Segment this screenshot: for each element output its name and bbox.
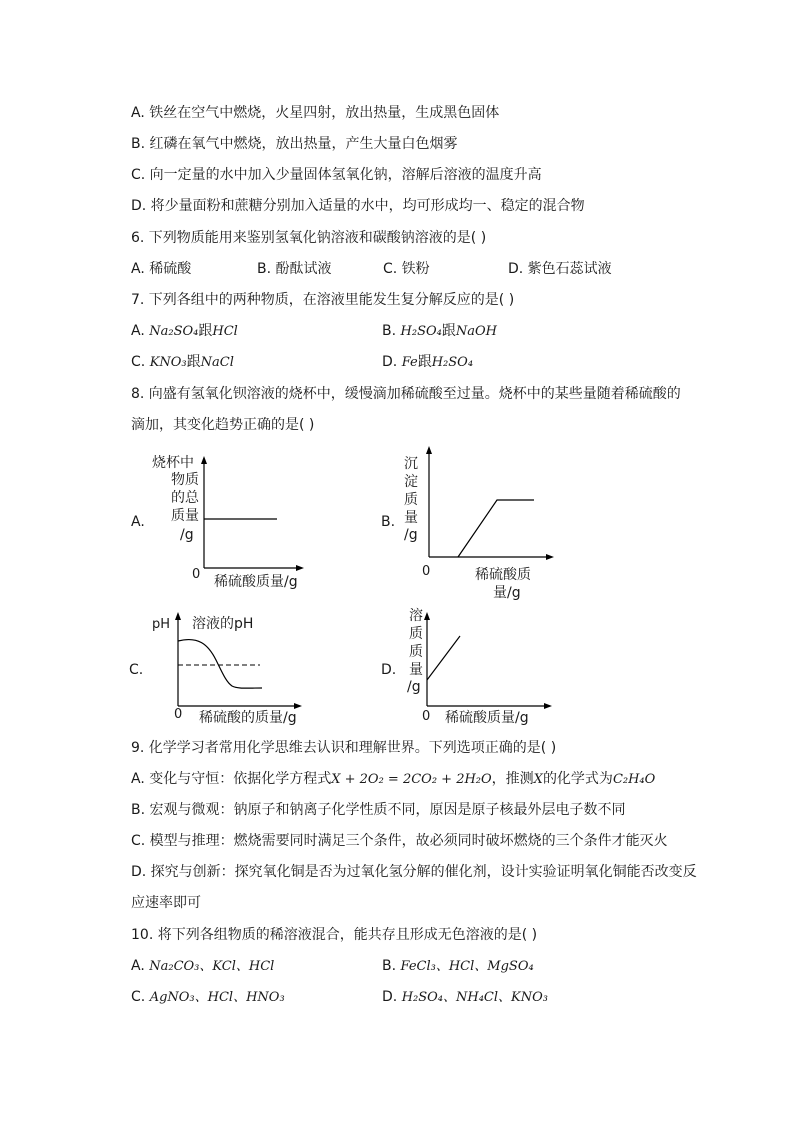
graph-d-ylabel-5: /g [407, 679, 421, 695]
graph-a [128, 450, 308, 595]
q7-option-b: B. H₂SO₄跟NaOH [382, 323, 497, 339]
q7-option-d: D. Fe跟H₂SO₄ [382, 354, 474, 370]
graph-d-curve [427, 636, 460, 680]
q7-stem: 7. 下列各组中的两种物质，在溶液里能发生复分解反应的是( ) [131, 292, 515, 308]
q5-option-b: B. 红磷在氧气中燃烧，放出热量，产生大量白色烟雾 [131, 136, 458, 152]
graph-b-xlabel-1: 稀硫酸质 [475, 567, 531, 583]
graph-c-ylabel: pH [152, 617, 171, 632]
q6-option-b: B. 酚酞试液 [257, 261, 332, 277]
graph-a-option: A. [131, 514, 145, 530]
graph-d-y-arrow [424, 612, 430, 620]
graph-b-ylabel-4: 量 [404, 510, 418, 526]
q7-option-a: A. Na₂SO₄跟HCl [131, 323, 238, 339]
graph-b-option: B. [381, 514, 396, 530]
q10-option-a: A. Na₂CO₃、KCl、HCl [131, 958, 275, 974]
q9-option-b: B. 宏观与微观：钠原子和钠离子化学性质不同，原因是原子核最外层电子数不同 [131, 802, 626, 818]
graph-d-origin: 0 [422, 709, 431, 724]
graph-c-curve [178, 640, 262, 689]
q9-option-c: C. 模型与推理：燃烧需要同时满足三个条件，故必须同时破坏燃烧的三个条件才能灭火 [131, 833, 668, 849]
q6-option-a: A. 稀硫酸 [131, 261, 192, 277]
graph-a-x-arrow [296, 565, 304, 571]
q6-option-c: C. 铁粉 [383, 261, 430, 277]
q8-stem-line1: 8. 向盛有氢氧化钡溶液的烧杯中，缓慢滴加稀硫酸至过量。烧杯中的某些量随着稀硫酸的 [131, 386, 681, 402]
graph-a-origin: 0 [192, 567, 201, 582]
graph-c-x-arrow [294, 703, 302, 709]
graph-c-xlabel: 稀硫酸的质量/g [199, 710, 297, 726]
graph-a-ylabel-1: 烧杯中 [152, 455, 194, 471]
graph-c [128, 608, 308, 730]
q6-stem: 6. 下列物质能用来鉴别氢氧化钠溶液和碳酸钠溶液的是( ) [131, 230, 487, 246]
graph-d-ylabel-4: 量 [409, 662, 423, 678]
q6-option-d: D. 紫色石蕊试液 [508, 261, 612, 277]
graph-b-x-arrow [546, 554, 554, 560]
q10-option-c: C. AgNO₃、HCl、HNO₃ [131, 989, 285, 1005]
q9-option-a: A. 变化与守恒：依据化学方程式X + 2O₂ = 2CO₂ + 2H₂O，推测X的化学式为C₂H₄O [131, 771, 656, 787]
q10-stem: 10. 将下列各组物质的稀溶液混合，能共存且形成无色溶液的是( ) [131, 927, 538, 943]
q10-option-d: D. H₂SO₄、NH₄Cl、KNO₃ [382, 989, 548, 1005]
q9-stem: 9. 化学学习者常用化学思维去认识和理解世界。下列选项正确的是( ) [131, 740, 557, 756]
graph-c-y-arrow [175, 612, 181, 620]
graph-b-origin: 0 [422, 564, 431, 579]
graph-d-x-arrow [544, 703, 552, 709]
graph-c-option: C. [129, 662, 144, 678]
graph-b-y-arrow [426, 446, 432, 454]
graph-a-ylabel-2: 物质 [171, 472, 199, 488]
q5-option-a: A. 铁丝在空气中燃烧，火星四射，放出热量，生成黑色固体 [131, 105, 500, 121]
graph-d-option: D. [381, 662, 397, 678]
q9-option-d-line1: D. 探究与创新：探究氧化铜是否为过氧化氢分解的催化剂，设计实验证明氧化铜能否改变反 [131, 864, 697, 880]
graph-b-curve [458, 500, 534, 557]
graph-a-xlabel: 稀硫酸质量/g [214, 574, 298, 590]
graph-d-ylabel-1: 溶 [409, 608, 423, 624]
graph-b-xlabel-2: 量/g [493, 585, 521, 601]
graph-c-title: 溶液的pH [192, 616, 254, 632]
graph-c-origin: 0 [174, 707, 183, 722]
graph-d-xlabel: 稀硫酸质量/g [445, 710, 529, 726]
graph-a-ylabel-4: 质量 [171, 508, 199, 524]
q9-option-d-line2: 应速率即可 [131, 895, 201, 911]
graph-a-y-arrow [201, 456, 207, 464]
graph-b-ylabel-1: 沉 [404, 456, 418, 472]
q5-option-d: D. 将少量面粉和蔗糖分别加入适量的水中，均可形成均一、稳定的混合物 [131, 198, 585, 214]
q10-option-b: B. FeCl₃、HCl、MgSO₄ [382, 958, 534, 974]
q5-option-c: C. 向一定量的水中加入少量固体氢氧化钠，溶解后溶液的温度升高 [131, 167, 542, 183]
graph-b [380, 440, 560, 605]
graph-d-ylabel-2: 质 [409, 626, 423, 642]
q7-option-c: C. KNO₃跟NaCl [131, 354, 234, 370]
graph-d [380, 608, 560, 730]
graph-d-ylabel-3: 质 [409, 644, 423, 660]
graph-a-ylabel-5: /g [180, 527, 194, 543]
graph-b-ylabel-5: /g [404, 527, 418, 543]
graph-b-ylabel-2: 淀 [404, 474, 418, 490]
graph-a-ylabel-3: 的总 [171, 490, 199, 506]
graph-b-ylabel-3: 质 [404, 492, 418, 508]
q8-stem-line2: 滴加，其变化趋势正确的是( ) [131, 417, 315, 433]
